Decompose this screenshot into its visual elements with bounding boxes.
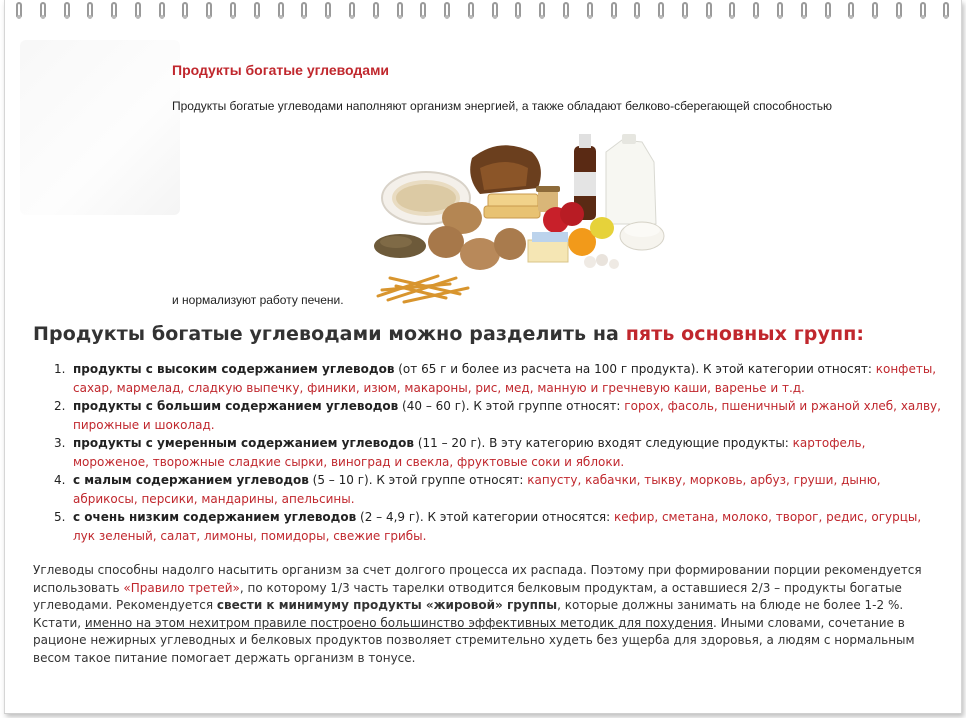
ring-icon [38, 0, 48, 22]
ring-icon [490, 0, 500, 22]
ring-icon [823, 0, 833, 22]
ring-icon [941, 0, 951, 22]
list-item [28, 434, 943, 471]
ring-icon [466, 0, 476, 22]
article-title: Продукты богатые углеводами [172, 62, 390, 78]
intro-text-end: и нормализуют работу печени. [172, 293, 344, 307]
group-name: продукты с большим содержанием углеводов [73, 399, 399, 413]
ring-icon [180, 0, 190, 22]
ring-icon [918, 0, 928, 22]
rule-of-thirds-text: «Правило третей» [123, 580, 240, 595]
carb-groups-list [28, 360, 943, 545]
ring-icon [157, 0, 167, 22]
group-name: продукты с умеренным содержанием углеводов [73, 436, 415, 450]
ring-icon [704, 0, 714, 22]
para-underlined-text: именно на этом нехитром правиле построено большинство эффективных методик для похудения [84, 615, 714, 630]
para-text-4: . Иными словами, сочетание в рационе нежирных углеводных и белковых продуктов позволяет стремительно худеть без ущерба для здоровья, а людям с нормальным весом такое питание помогает держать организм в тонусе. [33, 615, 915, 665]
ring-icon [680, 0, 690, 22]
list-item [28, 397, 943, 434]
para-bold-text: свести к минимуму продукты «жировой» группы [216, 598, 558, 612]
para-text-2: , по которому 1/3 часть тарелки отводится белковым продуктам, а оставшиеся 2/3 – продукты богатые углеводами. Рекомендуется [33, 580, 902, 612]
ring-icon [85, 0, 95, 22]
ring-icon [632, 0, 642, 22]
summary-paragraph [33, 562, 923, 667]
groups-heading [33, 323, 864, 345]
para-text-3: , которые должны занимать на блюде не более 1-2 %. Кстати, [33, 598, 904, 630]
group-foods: капусту, кабачки, тыкву, морковь, арбуз, груши, дыню, абрикосы, персики, мандарины, апельсины. [73, 473, 881, 506]
list-item [28, 360, 943, 397]
ring-icon [894, 0, 904, 22]
group-desc: (от 65 г и более из расчета на 100 г продукта). К этой категории относят: [394, 362, 876, 376]
ring-icon [395, 0, 405, 22]
group-foods: конфеты, сахар, мармелад, сладкую выпечку, финики, изюм, макароны, рис, мед, манную и гречневую каши, варенье и т.д. [73, 362, 937, 395]
ring-icon [585, 0, 595, 22]
ring-icon [347, 0, 357, 22]
heading-prefix: Продукты богатые углеводами можно разделить на [33, 323, 626, 345]
group-name: с малым содержанием углеводов [73, 473, 309, 487]
ring-icon [109, 0, 119, 22]
ring-icon [561, 0, 571, 22]
faded-photo [20, 40, 180, 215]
ring-icon [775, 0, 785, 22]
list-item-number: 5. [54, 510, 66, 524]
ring-icon [62, 0, 72, 22]
ring-icon [609, 0, 619, 22]
carbohydrate-foods-image [360, 128, 680, 308]
heading-highlight: пять основных групп: [625, 323, 865, 345]
ring-icon [846, 0, 856, 22]
group-foods: кефир, сметана, молоко, творог, редис, огурцы, лук зеленый, салат, лимоны, помидоры, свежие грибы. [73, 510, 922, 543]
ring-icon [204, 0, 214, 22]
list-item-number: 3. [54, 436, 66, 450]
ring-icon [133, 0, 143, 22]
ring-icon [513, 0, 523, 22]
ring-icon [228, 0, 238, 22]
ring-icon [727, 0, 737, 22]
ring-icon [751, 0, 761, 22]
list-item [28, 508, 943, 545]
ring-icon [14, 0, 24, 22]
list-item [28, 471, 943, 508]
ring-icon [442, 0, 452, 22]
ring-icon [276, 0, 286, 22]
group-desc: (2 – 4,9 г). К этой категории относятся: [356, 510, 615, 524]
group-foods: горох, фасоль, пшеничный и ржаной хлеб, халву, пирожные и шоколад. [73, 399, 941, 432]
group-desc: (40 – 60 г). К этой группе относят: [398, 399, 625, 413]
ring-icon [371, 0, 381, 22]
para-text-1: Углеводы способны надолго насытить организм за счет долгого процесса их распада. Поэтому при формировании порции рекомендуется использовать [33, 563, 922, 595]
ring-icon [323, 0, 333, 22]
ring-icon [252, 0, 262, 22]
ring-icon [870, 0, 880, 22]
list-item-number: 2. [54, 399, 66, 413]
ring-icon [799, 0, 809, 22]
ring-icon [418, 0, 428, 22]
group-name: с очень низким содержанием углеводов [73, 510, 357, 524]
group-name: продукты с высоким содержанием углеводов [73, 362, 395, 376]
list-item-number: 1. [54, 362, 66, 376]
list-item-number: 4. [54, 473, 66, 487]
group-desc: (11 – 20 г). В эту категорию входят следующие продукты: [414, 436, 793, 450]
ring-icon [537, 0, 547, 22]
group-foods: картофель, мороженое, творожные сладкие сырки, виноград и свекла, фруктовые соки и яблоки. [73, 436, 866, 469]
ring-icon [656, 0, 666, 22]
spiral-binding [0, 0, 966, 26]
intro-text: Продукты богатые углеводами наполняют организм энергией, а также обладают белково-сберегающей способностью [172, 99, 832, 113]
ring-icon [299, 0, 309, 22]
group-desc: (5 – 10 г). К этой группе относят: [308, 473, 528, 487]
